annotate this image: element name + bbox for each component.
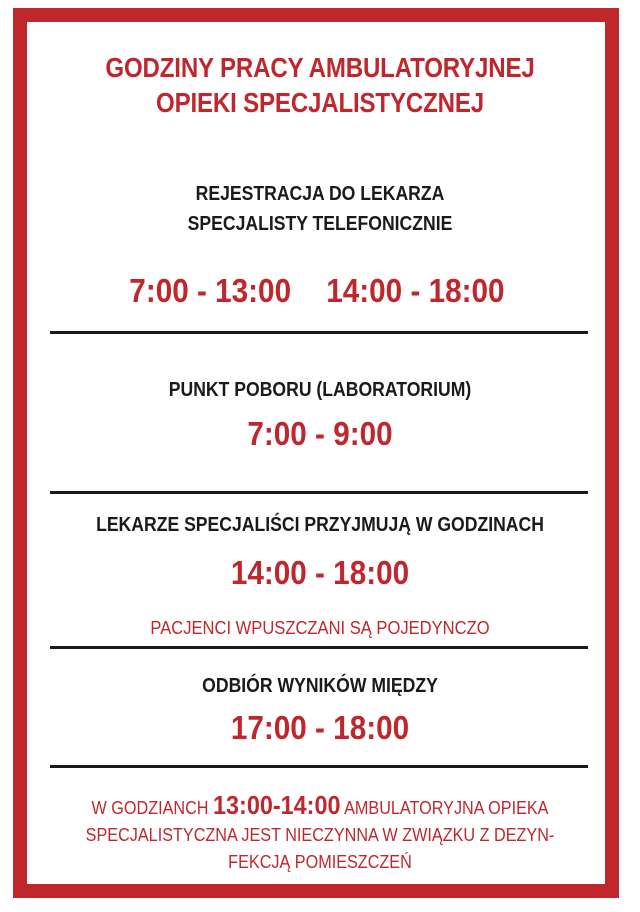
closure-notice-hours: 13:00-14:00 xyxy=(213,790,341,820)
section-divider xyxy=(50,646,588,649)
registration-hours-morning: 7:00 - 13:00 xyxy=(129,272,292,309)
registration-hours xyxy=(32,271,608,313)
closure-notice-line-1-rest: AMBULATORYJNA OPIEKA xyxy=(344,798,549,818)
registration-hours-afternoon: 14:00 - 18:00 xyxy=(326,272,505,309)
registration-heading xyxy=(38,179,601,239)
laboratory-hours: 7:00 - 9:00 xyxy=(247,415,393,452)
registration-heading-line-1: REJESTRACJA DO LEKARZA xyxy=(195,183,445,205)
section-divider xyxy=(50,765,588,768)
page-title xyxy=(45,50,595,120)
specialists-note: PACJENCI WPUSZCZANI SĄ POJEDYNCZO xyxy=(150,618,490,638)
specialists-hours: 14:00 - 18:00 xyxy=(230,554,410,591)
closure-notice xyxy=(32,792,608,876)
laboratory-heading: PUNKT POBORU (LABORATORIUM) xyxy=(168,379,472,401)
specialists-heading: LEKARZE SPECJALIŚCI PRZYJMUJĄ W GODZINACH xyxy=(96,514,544,536)
results-heading: ODBIÓR WYNIKÓW MIĘDZY xyxy=(202,675,438,697)
section-divider xyxy=(50,491,588,494)
closure-notice-line-1 xyxy=(32,792,608,822)
title-line-1: GODZINY PRACY AMBULATORYJNEJ xyxy=(105,52,535,83)
section-divider xyxy=(50,331,588,334)
closure-notice-line-3: FEKCJĄ POMIESZCZEŃ xyxy=(228,852,412,872)
results-hours: 17:00 - 18:00 xyxy=(230,709,410,746)
closure-notice-line-2: SPECJALISTYCZNA JEST NIECZYNNA W ZWIĄZKU Z DEZYN- xyxy=(85,825,555,845)
title-line-2: OPIEKI SPECJALISTYCZNEJ xyxy=(156,87,484,118)
closure-notice-prefix: W GODZIANCH xyxy=(91,798,209,818)
registration-heading-line-2: SPECJALISTY TELEFONICZNIE xyxy=(187,213,453,235)
